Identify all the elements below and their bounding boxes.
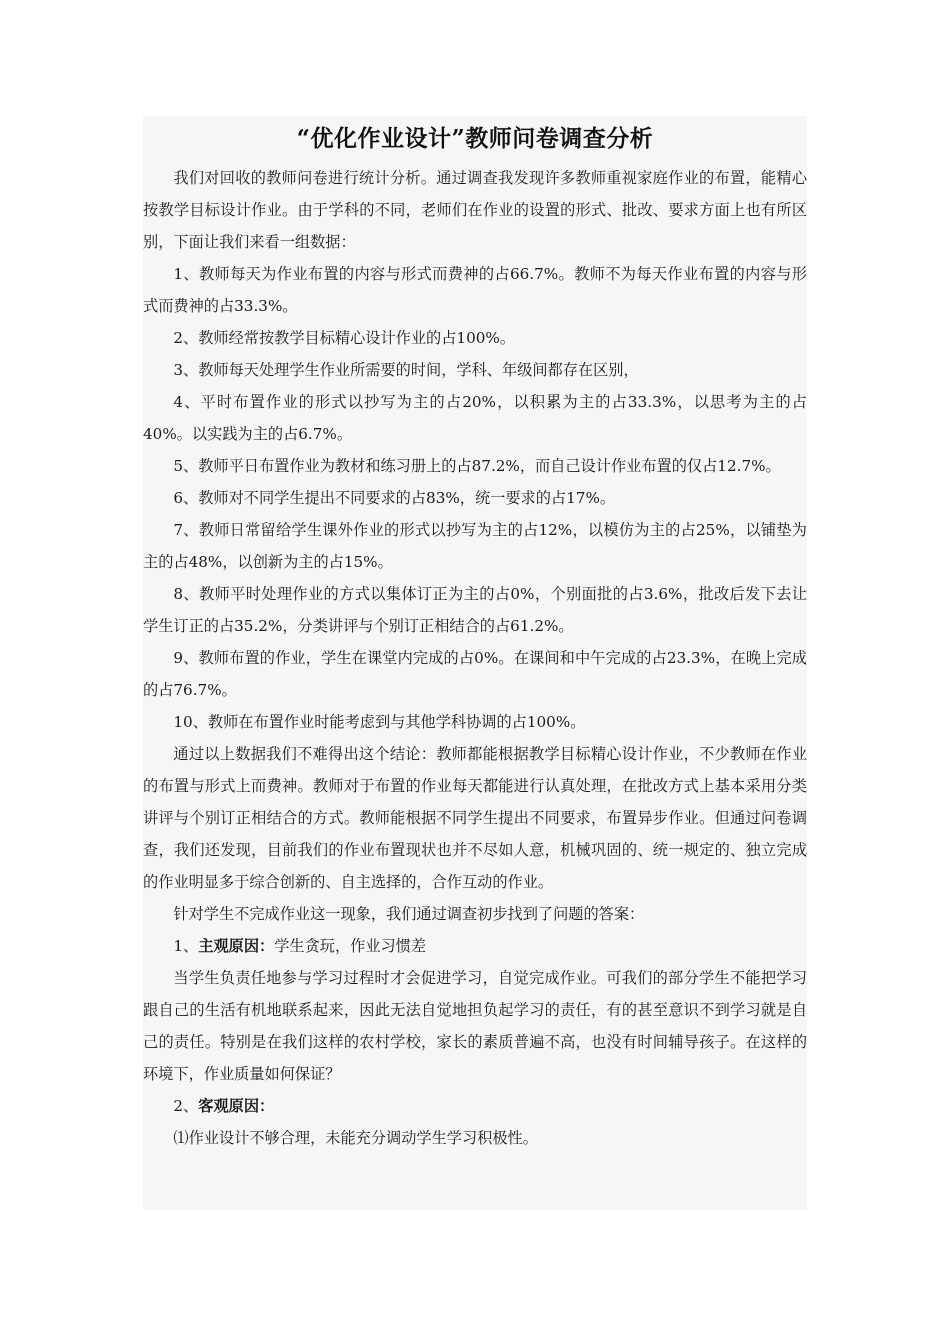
- paragraph-item-9: 9、教师布置的作业，学生在课堂内完成的占0%。在课间和中午完成的占23.3%，在晚上完成的占76.7%。: [143, 649, 807, 699]
- cause-2-number: 2、: [173, 1097, 199, 1115]
- paragraph-item-2: 2、教师经常按教学目标精心设计作业的占100%。: [173, 329, 516, 347]
- paragraph-item-3: 3、教师每天处理学生作业所需要的时间，学科、年级间都存在区别，: [173, 361, 639, 379]
- paragraph-item-1: 1、教师每天为作业布置的内容与形式而费神的占66.7%。教师不为每天作业布置的内容与形式而费神的占33.3%。: [143, 265, 807, 315]
- paragraph-causes-intro: 针对学生不完成作业这一现象，我们通过调查初步找到了问题的答案：: [173, 905, 645, 923]
- cause-1-text: 学生贪玩，作业习惯差: [274, 937, 427, 955]
- paragraph-cause-2: [143, 1090, 807, 1122]
- paragraph-cause-1: [143, 930, 807, 962]
- paragraph-item-4: 4、平时布置作业的形式以抄写为主的占20%，以积累为主的占33.3%，以思考为主的占40%。以实践为主的占6.7%。: [143, 393, 807, 443]
- cause-2-label: 客观原因：: [198, 1097, 275, 1115]
- paragraph-cause-1-detail: 当学生负责任地参与学习过程时才会促进学习，自觉完成作业。可我们的部分学生不能把学习跟自己的生活有机地联系起来，因此无法自觉地担负起学习的责任，有的甚至意识不到学习就是自己的责任。特别是在我们这样的农村学校，家长的素质普遍不高，也没有时间辅导孩子。在这样的环境下，作业质量如何保证？: [143, 969, 807, 1083]
- document-title: “优化作业设计”教师问卷调查分析: [296, 125, 654, 152]
- paragraph-item-5: 5、教师平日布置作业为教材和练习册上的占87.2%，而自己设计作业布置的仅占12.7%。: [173, 457, 781, 475]
- paragraph-intro: 我们对回收的教师问卷进行统计分析。通过调查我发现许多教师重视家庭作业的布置，能精心按教学目标设计作业。由于学科的不同，老师们在作业的设置的形式、批改、要求方面上也有所区别，下面让我们来看一组数据：: [143, 169, 807, 251]
- document-body: [143, 162, 807, 1154]
- paragraph-item-6: 6、教师对不同学生提出不同要求的占83%，统一要求的占17%。: [173, 489, 616, 507]
- paragraph-cause-2-sub-1: ⑴作业设计不够合理，未能充分调动学生学习积极性。: [173, 1129, 538, 1147]
- cause-1-label: 主观原因：: [198, 937, 275, 955]
- paragraph-conclusion: 通过以上数据我们不难得出这个结论：教师都能根据教学目标精心设计作业，不少教师在作业的布置与形式上而费神。教师对于布置的作业每天都能进行认真处理，在批改方式上基本采用分类讲评与个别订正相结合的方式。教师能根据不同学生提出不同要求，布置异步作业。但通过问卷调查，我们还发现，目前我们的作业布置现状也并不尽如人意，机械巩固的、统一规定的、独立完成的作业明显多于综合创新的、自主选择的，合作互动的作业。: [143, 745, 807, 891]
- paragraph-item-8: 8、教师平时处理作业的方式以集体订正为主的占0%，个别面批的占3.6%，批改后发下去让学生订正的占35.2%，分类讲评与个别订正相结合的占61.2%。: [143, 585, 807, 635]
- paragraph-item-10: 10、教师在布置作业时能考虑到与其他学科协调的占100%。: [173, 713, 586, 731]
- document-page: [143, 116, 807, 1210]
- paragraph-item-7: 7、教师日常留给学生课外作业的形式以抄写为主的占12%，以模仿为主的占25%，以铺垫为主的占48%，以创新为主的占15%。: [143, 521, 807, 571]
- cause-1-number: 1、: [173, 937, 199, 955]
